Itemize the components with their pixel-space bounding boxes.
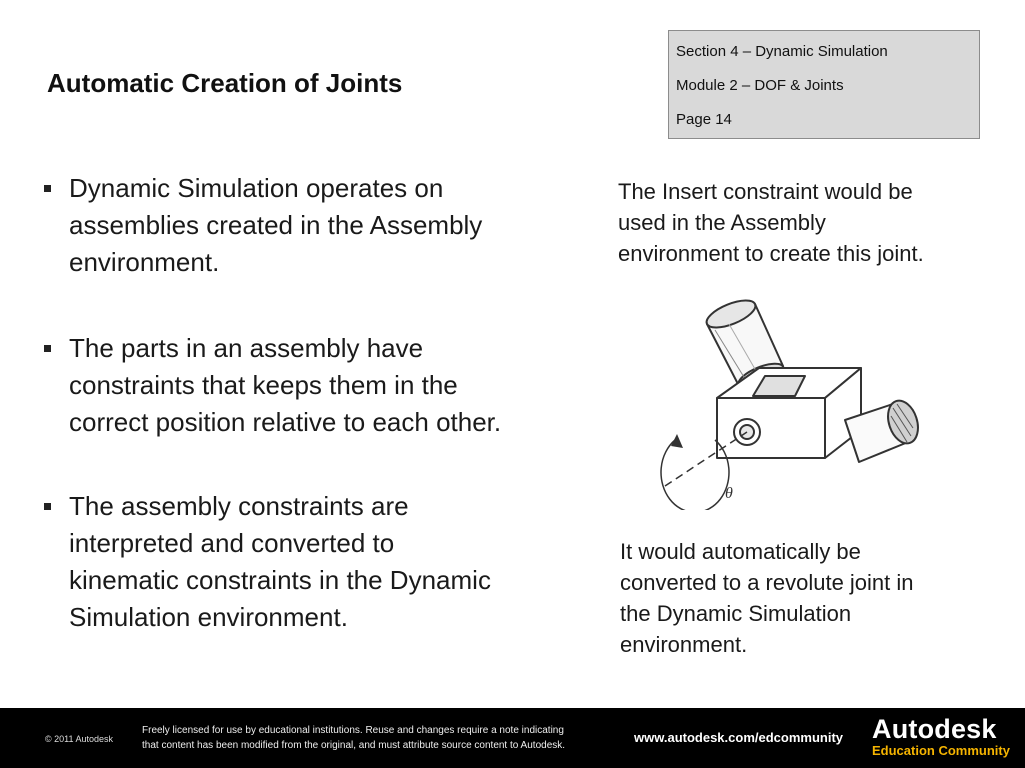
bullet-line: correct position relative to each other. xyxy=(69,407,502,437)
bullet-text xyxy=(69,330,589,441)
education-community-label: Education Community xyxy=(872,743,1010,758)
autodesk-logo: Autodesk xyxy=(872,714,997,744)
note-line: environment to create this joint. xyxy=(618,241,924,266)
insert-constraint-note xyxy=(618,176,978,269)
theta-label: θ xyxy=(725,485,733,502)
module-label: Module 2 – DOF & Joints xyxy=(676,77,844,94)
bullet-line: assemblies created in the Assembly xyxy=(69,210,483,240)
bullet-line: The assembly constraints are xyxy=(69,491,409,521)
bullet-line: kinematic constraints in the Dynamic xyxy=(69,565,491,595)
edcommunity-link[interactable]: www.autodesk.com/edcommunity xyxy=(634,730,844,745)
note-line: It would automatically be xyxy=(620,539,861,564)
bullet-line: interpreted and converted to xyxy=(69,528,395,558)
bullet-marker xyxy=(44,503,51,510)
revolute-joint-figure xyxy=(655,290,925,510)
copyright-text: © 2011 Autodesk xyxy=(45,734,114,744)
bullet-line: environment. xyxy=(69,247,220,277)
license-line: that content has been modified from the original, and must attribute source content to Autodesk. xyxy=(142,740,566,751)
bullet-marker xyxy=(44,345,51,352)
page-title: Automatic Creation of Joints xyxy=(47,68,403,98)
note-line: used in the Assembly xyxy=(618,210,826,235)
page-label: Page 14 xyxy=(676,111,732,128)
section-info-box xyxy=(668,30,980,139)
bullet-line: Simulation environment. xyxy=(69,602,348,632)
bullet-line: The parts in an assembly have xyxy=(69,333,424,363)
bullet-text xyxy=(69,488,589,636)
license-text xyxy=(142,723,622,753)
note-line: converted to a revolute joint in xyxy=(620,570,914,595)
footer-bar xyxy=(0,708,1025,768)
bullet-marker xyxy=(44,185,51,192)
note-line: the Dynamic Simulation xyxy=(620,601,852,626)
section-label: Section 4 – Dynamic Simulation xyxy=(676,43,888,60)
license-line: Freely licensed for use by educational institutions. Reuse and changes require a note indicating xyxy=(142,725,564,736)
bullet-line: Dynamic Simulation operates on xyxy=(69,173,444,203)
note-line: The Insert constraint would be xyxy=(618,179,913,204)
revolute-joint-note xyxy=(620,536,980,660)
note-line: environment. xyxy=(620,632,748,657)
bullet-line: constraints that keeps them in the xyxy=(69,370,458,400)
bullet-text xyxy=(69,170,589,281)
